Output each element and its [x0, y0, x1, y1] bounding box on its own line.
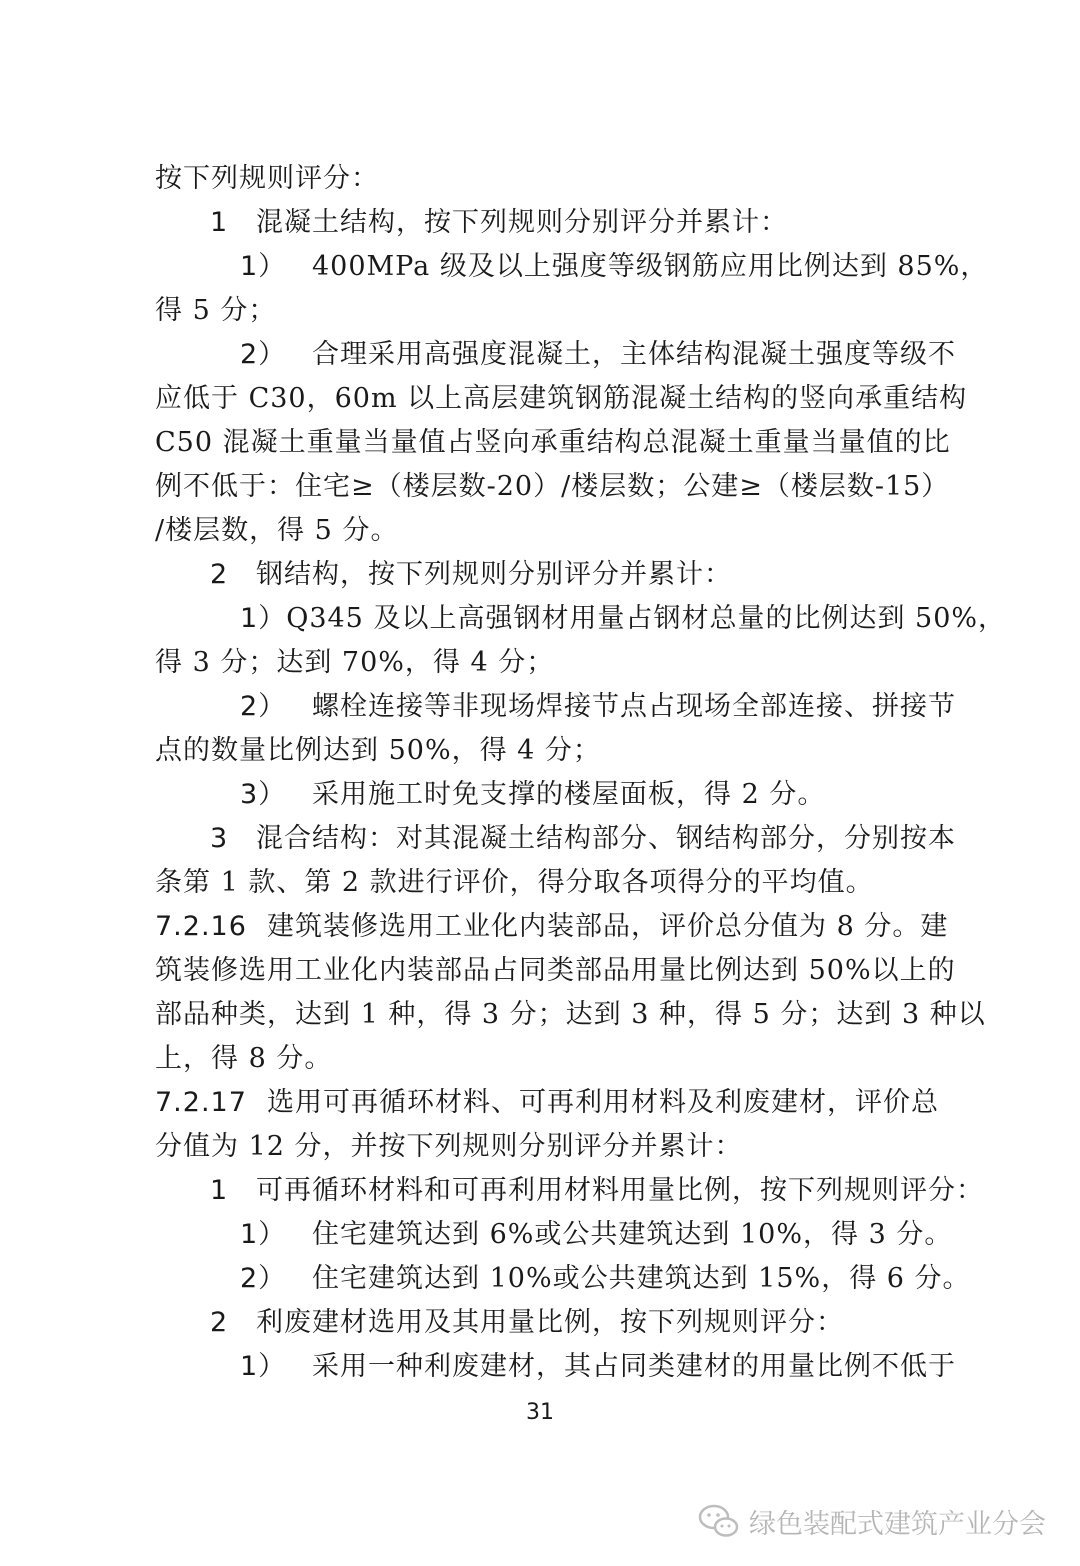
text-line: /楼层数，得 5 分。 — [155, 515, 399, 546]
subitem-line: 1） 采用一种利废建材，其占同类建材的用量比例不低于 — [240, 1345, 1060, 1389]
subitem-line: 1）Q345 及以上高强钢材用量占钢材总量的比例达到 50%， — [240, 597, 1060, 641]
item-line: 2 钢结构，按下列规则分别评分并累计： — [210, 553, 1030, 597]
item-number: 3 — [210, 823, 229, 854]
item-line: 1 混凝土结构，按下列规则分别评分并累计： — [210, 201, 1030, 245]
item-line: 2 利废建材选用及其用量比例，按下列规则评分： — [210, 1301, 1030, 1345]
subitem-line: 2） 螺栓连接等非现场焊接节点占现场全部连接、拼接节 — [240, 685, 1060, 729]
clause-line: 7.2.17 选用可再循环材料、可再利用材料及利废建材，评价总 — [155, 1081, 975, 1125]
subitem-number: 2） — [240, 691, 287, 722]
subitem-number: 2） — [240, 339, 287, 370]
item-number: 1 — [210, 1175, 229, 1206]
text-line: 筑装修选用工业化内装部品占同类部品用量比例达到 50%以上的 — [155, 955, 956, 986]
clause-number: 7.2.17 — [155, 1087, 247, 1118]
subitem-line: 1） 400MPa 级及以上强度等级钢筋应用比例达到 85%， — [240, 245, 1060, 289]
clause-line: 7.2.16 建筑装修选用工业化内装部品，评价总分值为 8 分。建 — [155, 905, 975, 949]
clause-number: 7.2.16 — [155, 911, 247, 942]
watermark — [697, 1496, 1046, 1546]
text-line: 例不低于：住宅≥（楼层数-20）/楼层数；公建≥（楼层数-15） — [155, 471, 950, 502]
text-line: 得 5 分； — [155, 295, 277, 326]
subitem-line: 1） 住宅建筑达到 6%或公共建筑达到 10%，得 3 分。 — [240, 1213, 1060, 1257]
text-line: 分值为 12 分，并按下列规则分别评分并累计： — [155, 1131, 743, 1162]
wechat-icon — [697, 1501, 741, 1541]
page-number: 31 — [526, 1400, 554, 1425]
item-number: 2 — [210, 1307, 229, 1338]
subitem-number: 2） — [240, 1263, 287, 1294]
item-number: 2 — [210, 559, 229, 590]
text-line: 点的数量比例达到 50%，得 4 分； — [155, 735, 601, 766]
text-line: 按下列规则评分： — [155, 163, 379, 194]
text-line: C50 混凝土重量当量值占竖向承重结构总混凝土重量当量值的比 — [155, 427, 951, 458]
subitem-number: 3） — [240, 779, 287, 810]
subitem-line: 3） 采用施工时免支撑的楼屋面板，得 2 分。 — [240, 773, 1060, 817]
subitem-number: 1） — [240, 1219, 287, 1250]
item-line: 1 可再循环材料和可再利用材料用量比例，按下列规则评分： — [210, 1169, 1030, 1213]
watermark-text: 绿色装配式建筑产业分会 — [749, 1508, 1046, 1540]
item-line: 3 混合结构：对其混凝土结构部分、钢结构部分，分别按本 — [210, 817, 1030, 861]
text-line: 部品种类，达到 1 种，得 3 分；达到 3 种，得 5 分；达到 3 种以 — [155, 999, 986, 1030]
subitem-line: 2） 合理采用高强度混凝土，主体结构混凝土强度等级不 — [240, 333, 1060, 377]
subitem-number: 1） — [240, 603, 287, 634]
subitem-number: 1） — [240, 1351, 287, 1382]
text-line: 条第 1 款、第 2 款进行评价，得分取各项得分的平均值。 — [155, 867, 874, 898]
subitem-number: 1） — [240, 251, 287, 282]
text-line: 上，得 8 分。 — [155, 1043, 333, 1074]
text-line: 应低于 C30，60m 以上高层建筑钢筋混凝土结构的竖向承重结构 — [155, 383, 968, 414]
subitem-line: 2） 住宅建筑达到 10%或公共建筑达到 15%，得 6 分。 — [240, 1257, 1060, 1301]
item-number: 1 — [210, 207, 229, 238]
text-line: 得 3 分；达到 70%，得 4 分； — [155, 647, 555, 678]
